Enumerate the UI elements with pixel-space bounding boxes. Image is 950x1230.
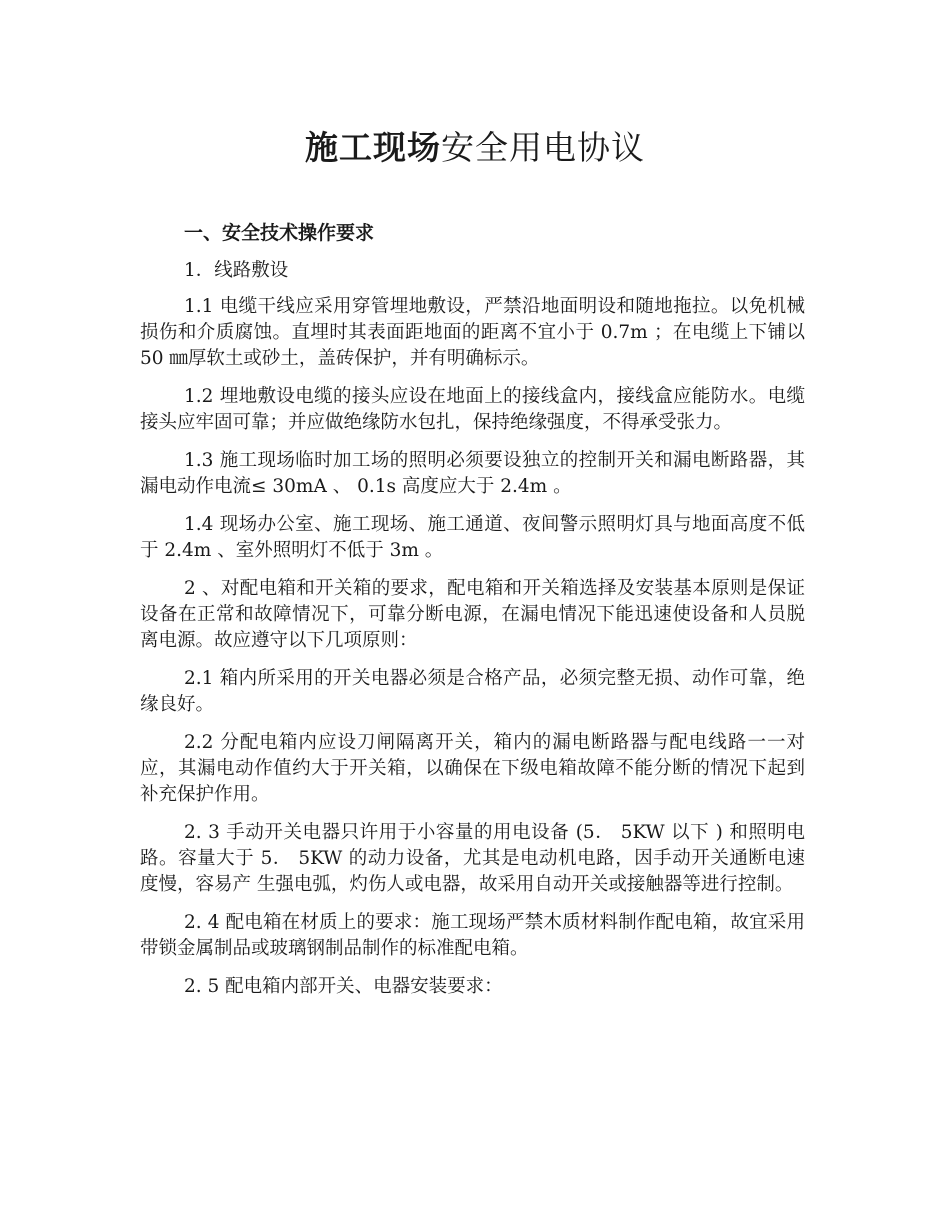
document-title: [0, 126, 950, 170]
title-rest-part: 安全用电协议: [441, 128, 645, 167]
paragraph-2-3: 2. 3 手动开关电器只许用于小容量的用电设备 (5． 5KW 以下 ) 和照明电路。容量大于 5． 5KW 的动力设备，尤其是电动机电路，因手动开关通断电速度慢，容易产 生强电弧，灼伤人或电器，故采用自动开关或接触器等进行控制。: [140, 822, 805, 895]
paragraph-1-3: 1.3 施工现场临时加工场的照明必须要设独立的控制开关和漏电断路器，其漏电动作电流≤ 30mA 、 0.1s 高度应大于 2.4m 。: [140, 450, 805, 497]
paragraph-2-4: 2. 4 配电箱在材质上的要求：施工现场严禁木质材料制作配电箱，故宜采用带锁金属制品或玻璃钢制品制作的标准配电箱。: [140, 912, 805, 959]
paragraph-1-1: 1.1 电缆干线应采用穿管埋地敷设，严禁沿地面明设和随地拖拉。以免机械损伤和介质腐蚀。直埋时其表面距地面的距离不宜小于 0.7m ；在电缆上下铺以 50 ㎜厚软土或砂土，盖砖保护，并有明确标示。: [140, 296, 805, 369]
paragraph-1: 1．线路敷设: [184, 260, 289, 281]
paragraph-2-5: 2. 5 配电箱内部开关、电器安装要求：: [184, 976, 503, 997]
paragraph-1-4: 1.4 现场办公室、施工现场、施工通道、夜间警示照明灯具与地面高度不低于 2.4m 、室外照明灯不低于 3m 。: [140, 514, 805, 561]
paragraph-1-2: 1.2 埋地敷设电缆的接头应设在地面上的接线盒内，接线盒应能防水。电缆接头应牢固可靠；并应做绝缘防水包扎，保持绝缘强度，不得承受张力。: [140, 386, 805, 433]
section-heading: 一、安全技术操作要求: [184, 222, 375, 244]
paragraph-2-2: 2.2 分配电箱内应设刀闸隔离开关，箱内的漏电断路器与配电线路一一对应，其漏电动作值约大于开关箱，以确保在下级电箱故障不能分断的情况下起到补充保护作用。: [140, 732, 805, 805]
paragraph-2: 2 、对配电箱和开关箱的要求，配电箱和开关箱选择及安装基本原则是保证设备在正常和故障情况下，可靠分断电源，在漏电情况下能迅速使设备和人员脱离电源。故应遵守以下几项原则：: [140, 578, 805, 651]
title-bold-part: 施工现场: [305, 128, 441, 167]
document-body: [140, 218, 805, 1012]
paragraph-2-1: 2.1 箱内所采用的开关电器必须是合格产品，必须完整无损、动作可靠，绝缘良好。: [140, 668, 805, 715]
